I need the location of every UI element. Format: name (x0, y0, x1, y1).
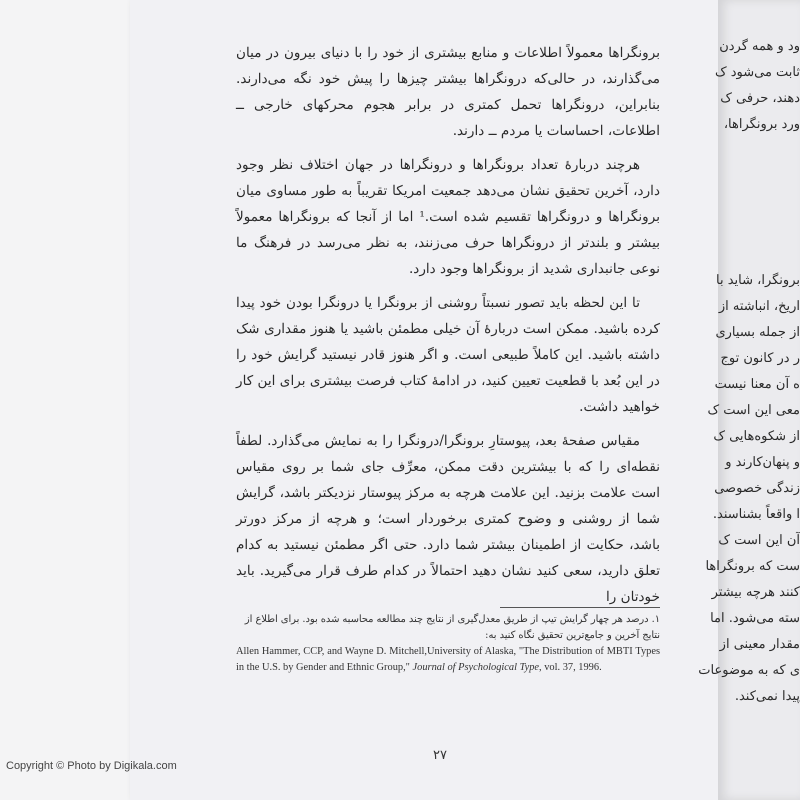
side-line: آن این است ک (718, 533, 800, 548)
side-line: اریخ، انباشته از (718, 299, 800, 314)
side-gap (600, 138, 800, 268)
side-line: معی این است ک (707, 403, 800, 418)
side-line: ست که برونگراها (705, 559, 800, 574)
footnote-citation (236, 644, 660, 676)
copyright-watermark: Copyright © Photo by Digikala.com (6, 760, 177, 772)
side-line: از جمله بسیاری (715, 325, 800, 340)
paragraph: برونگراها معمولاً اطلاعات و منابع بیشتری از خود را با دنیای بیرون در میان می‌گذارند، در حالی‌که درونگراها بیشتر چیزها را پیش خود نگه می‌دارند. بنابراین، درونگراها تحمل کمتری در برابر هجوم محرکهای خارجی ــ اطلاعات، احساسات یا مردم ــ دارند. (236, 45, 660, 139)
page-number: ۲۷ (433, 748, 447, 763)
side-line: مقدار معینی از (719, 637, 800, 652)
citation-volume: , vol. 37, 1996. (539, 662, 602, 673)
citation-journal: Journal of Psychological Type (412, 662, 540, 673)
citation-authors-title: Allen Hammer, CCP, and Wayne D. Mitchell,University of Alaska, "The Distribution of MBTI Types in the U.S. by Gender and Ethnic Group," (236, 646, 660, 673)
side-line: ی که به موضوعات (698, 663, 800, 678)
side-line: از شکوه‌هایی ک (713, 429, 800, 444)
side-line: پیدا نمی‌کند. (734, 689, 800, 704)
side-line: زندگی خصوصی (714, 481, 800, 496)
paragraph: هرچند دربارهٔ تعداد برونگراها و درونگراها در جهان اختلاف نظر وجود دارد، آخرین تحقیق نشان می‌دهد جمعیت امریکا تقریباً به طور مساوی میان برونگراها و درونگراها تقسیم شده است.¹ اما از آنجا که برونگراها معمولاً بیشتر و بلندتر از درونگراها حرف می‌زنند، به نظر می‌رسد در فرهنگ ما نوعی جانبداری شدید از برونگراها وجود دارد. (236, 157, 660, 277)
side-line: ود و همه گردن (719, 39, 800, 54)
paragraph: مقیاس صفحهٔ بعد، پیوستارِ برونگرا/درونگرا را به نمایش می‌گذارد. لطفاً نقطه‌ای را که با بیشترین دقت ممکن، معرِّف جای شما بر روی مقیاس است علامت بزنید. این علامت هرچه به مرکز پیوستار نزدیکتر باشد، گرایش شما از روشنی و وضوح کمتری برخوردار است؛ و هرچه از مرکز دورتر باشد، حکایت از اطمینان بیشتر شما دارد. حتی اگر مطمئن نیستید به کدام تعلق دارید، سعی کنید نشان دهید احتمالاً در کدام طرف قرار می‌گیرید. باید خودتان را (236, 433, 660, 605)
footnote (236, 612, 660, 676)
side-line: برونگرا، شاید با (716, 273, 800, 288)
side-line: کنند هرچه بیشتر (711, 585, 800, 600)
paragraph: تا این لحظه باید تصور نسبتاً روشنی از برونگرا یا درونگرا بودن خود پیدا کرده باشید. ممکن است دربارهٔ آن خیلی مطمئن باشید یا هنوز مقداری شک داشته باشید. این کاملاً طبیعی است. و اگر هنوز قادر نیستید گرایش خود را در این بُعد با قطعیت تعیین کنید، در ادامهٔ کتاب فرصت بیشتری برای این کار خواهید داشت. (236, 295, 660, 415)
side-line: ثابت می‌شود ک (714, 65, 800, 80)
side-line: سته می‌شود. اما (710, 611, 800, 626)
side-line: ر در کانون توج (720, 351, 800, 366)
side-line: دهند، حرفی ک (720, 91, 800, 106)
side-line: ه آن معنا نیست (714, 377, 800, 392)
footnote-persian-text: ۱. درصد هر چهار گرایش تیپ از طریق معدل‌گیری از نتایج چند مطالعه محاسبه شده بود. برای اطلاع از نتایج آخرین و جامع‌ترین تحقیق نگاه کنید به: (244, 614, 660, 641)
adjacent-page-text (600, 34, 800, 710)
side-line: ا واقعاً بشناسند. (712, 507, 800, 522)
side-line: ورد برونگراها، (723, 117, 800, 132)
body-text (236, 40, 660, 618)
side-line: و پنهان‌کارند و (725, 455, 800, 470)
